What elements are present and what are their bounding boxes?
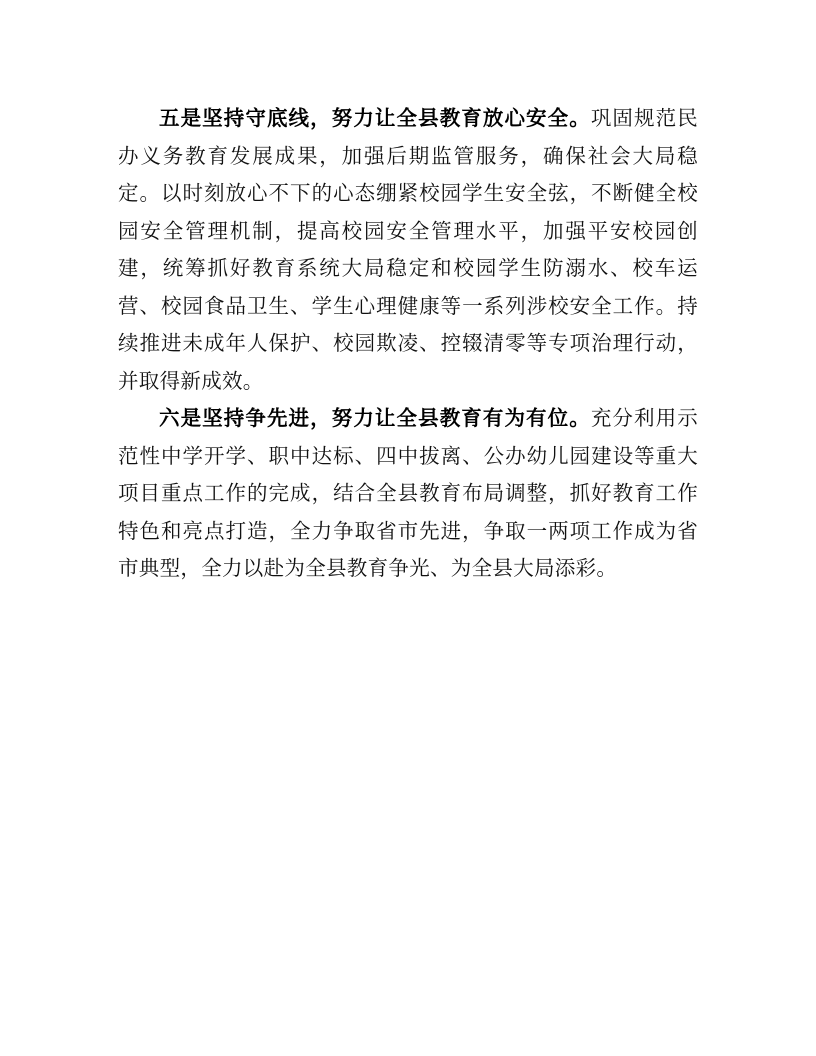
paragraph-5-text: 巩固规范民办义务教育发展成果，加强后期监管服务，确保社会大局稳定。以时刻放心不下的心态绷紧校园学生安全弦，不断健全校园安全管理机制，提高校园安全管理水平，加强平安校园创建，统筹抓好教育系统大局稳定和校园学生防溺水、校车运营、校园食品卫生、学生心理健康等一系列涉校安全工作。持续推进未成年人保护、校园欺凌、控辍清零等专项治理行动，并取得新成效。: [118, 106, 699, 393]
paragraph-6: [118, 400, 698, 588]
paragraph-5: [118, 100, 698, 400]
paragraph-6-heading: 六是坚持争先进，努力让全县教育有为有位。: [159, 406, 591, 430]
paragraph-5-heading: 五是坚持守底线，努力让全县教育放心安全。: [159, 106, 591, 130]
paragraph-6-text: 充分利用示范性中学开学、职中达标、四中拔离、公办幼儿园建设等重大项目重点工作的完成，结合全县教育布局调整，抓好教育工作特色和亮点打造，全力争取省市先进，争取一两项工作成为省市典型，全力以赴为全县教育争光、为全县大局添彩。: [118, 406, 699, 580]
document-body: [118, 100, 698, 588]
